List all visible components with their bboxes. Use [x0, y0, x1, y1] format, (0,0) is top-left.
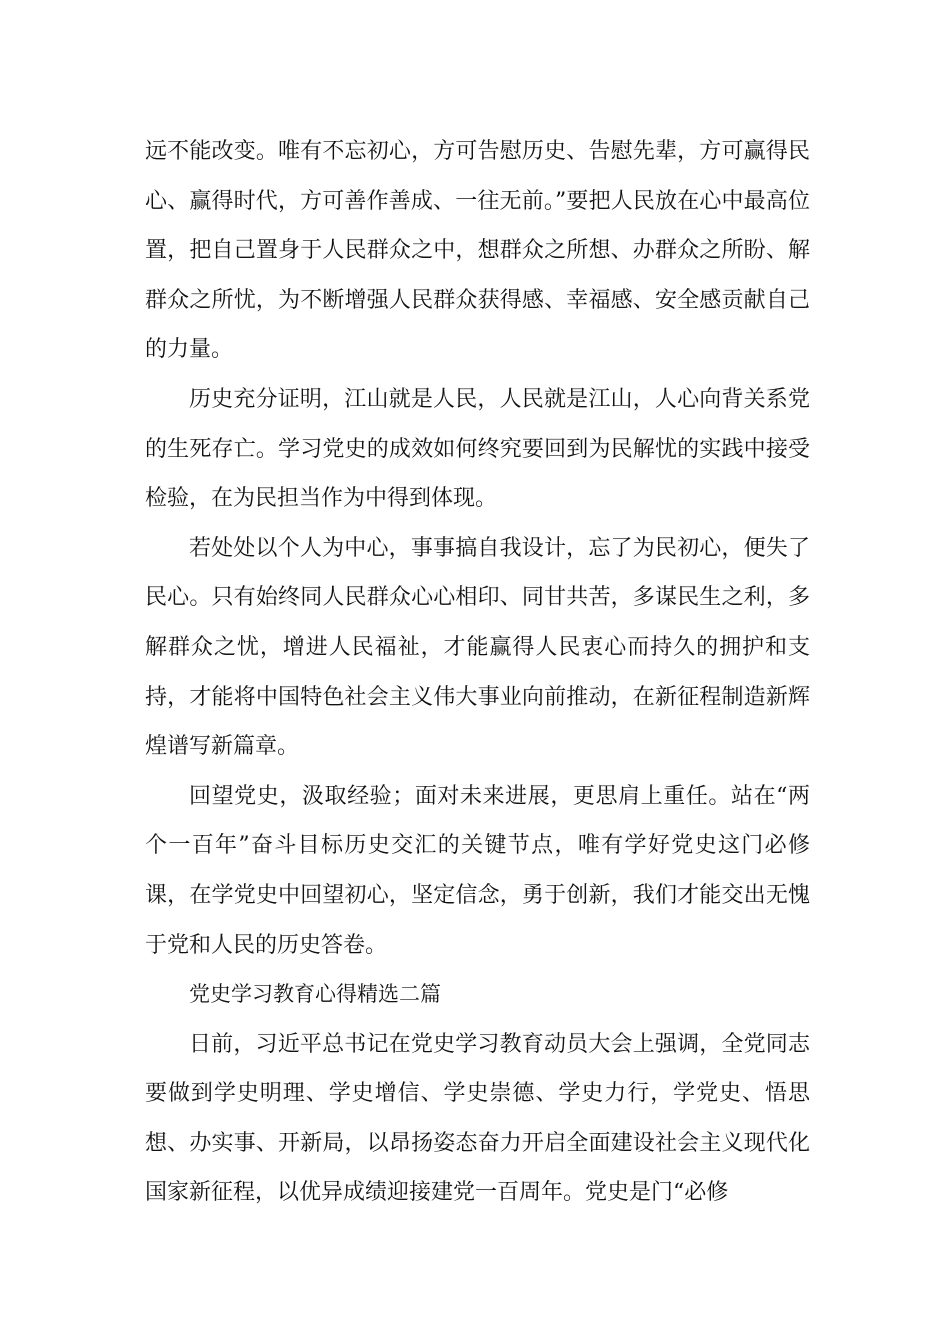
- section-heading: 党史学习教育心得精选二篇: [189, 982, 441, 1007]
- document-body: [145, 127, 810, 1218]
- paragraph-history-proof: 历史充分证明，江山就是人民，人民就是江山，人心向背关系党的生死存亡。学习党史的成效如何终究要回到为民解忧的实践中接受检验，在为民担当作为中得到体现。: [145, 386, 810, 512]
- paragraph-continuation: 远不能改变。唯有不忘初心，方可告慰历史、告慰先辈，方可赢得民心、赢得时代，方可善作善成、一往无前。”要把人民放在心中最高位置，把自己置身于人民群众之中，想群众之所想、办群众之所盼、解群众之所忧，为不断增强人民群众获得感、幸福感、安全感贡献自己的力量。: [145, 139, 810, 363]
- paragraph-recently: 日前，习近平总书记在党史学习教育动员大会上强调，全党同志要做到学史明理、学史增信、学史崇德、学史力行，学党史、悟思想、办实事、开新局，以昂扬姿态奋力开启全面建设社会主义现代化国家新征程，以优异成绩迎接建党一百周年。党史是门“必修: [145, 1031, 810, 1206]
- paragraph-look-back: 回望党史，汲取经验；面对未来进展，更思肩上重任。站在“两个一百年”奋斗目标历史交汇的关键节点，唯有学好党史这门必修课，在学党史中回望初心，坚定信念，勇于创新，我们才能交出无愧于党和人民的历史答卷。: [145, 783, 810, 958]
- paragraph-people-heart: 若处处以个人为中心，事事搞自我设计，忘了为民初心，便失了民心。只有始终同人民群众心心相印、同甘共苦，多谋民生之利，多解群众之忧，增进人民福祉，才能赢得人民衷心而持久的拥护和支持，才能将中国特色社会主义伟大事业向前推动，在新征程制造新辉煌谱写新篇章。: [145, 535, 810, 760]
